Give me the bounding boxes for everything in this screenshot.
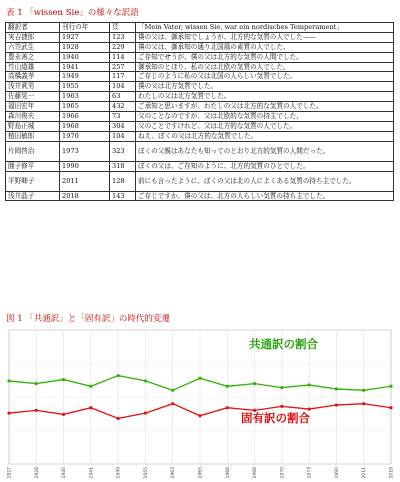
- page-cell: 229: [110, 42, 136, 52]
- figure-title: 図 1 「共通訳」と「固有訳」の時代的変遷: [6, 314, 170, 324]
- translator-cell: 浅井眞男: [6, 82, 60, 92]
- translator-cell: 高橋義孝: [6, 72, 60, 82]
- header-page: 頁: [110, 23, 136, 33]
- table-row: [6, 141, 394, 161]
- series-point: [144, 411, 147, 414]
- year-cell: 1955: [60, 82, 110, 92]
- table-row: [6, 62, 394, 72]
- series-point: [335, 387, 338, 390]
- translator-cell: 圓子修平: [6, 161, 60, 171]
- label-unique: 固有訳の割合: [241, 411, 310, 425]
- series-point: [226, 406, 229, 409]
- series-point: [89, 385, 92, 388]
- x-tick-label: 1955: [143, 467, 149, 478]
- translator-cell: 豊永善之: [6, 52, 60, 62]
- table-row: [6, 171, 394, 191]
- year-cell: 1965: [60, 102, 110, 112]
- series-point: [198, 377, 201, 380]
- table-row: [6, 92, 394, 102]
- year-cell: 1949: [60, 72, 110, 82]
- series-point: [171, 402, 174, 405]
- x-tick-label: 1941: [89, 467, 95, 478]
- x-tick-label: 2018: [389, 467, 395, 478]
- series-point: [144, 379, 147, 382]
- page-cell: 257: [110, 62, 136, 72]
- translator-cell: 野島正城: [6, 121, 60, 131]
- series-point: [362, 402, 365, 405]
- series-point: [7, 379, 10, 382]
- table-row: [6, 72, 394, 82]
- quote-cell: ぼくの父は、ご存知のように、北方的気質のひとでした。: [136, 161, 394, 171]
- quote-cell: ねえ、ぼくの父は北方的な気質でした。: [136, 131, 394, 141]
- year-cell: 2011: [60, 171, 110, 191]
- page-cell: 104: [110, 131, 136, 141]
- chart-svg: [5, 326, 395, 478]
- header-translator: 翻訳者: [6, 23, 60, 33]
- year-cell: 2018: [60, 191, 110, 201]
- series-point: [171, 389, 174, 392]
- page-cell: 63: [110, 92, 136, 102]
- series-point: [308, 383, 311, 386]
- page-cell: 432: [110, 102, 136, 112]
- page-cell: 117: [110, 72, 136, 82]
- page-cell: 114: [110, 52, 136, 62]
- series-point: [35, 382, 38, 385]
- page-cell: 104: [110, 82, 136, 92]
- page-cell: 128: [110, 171, 136, 191]
- page-cell: 73: [110, 112, 136, 122]
- quote-cell: 御承知のとほり、私の父は北欧の気質の人でした。: [136, 62, 394, 72]
- x-tick-label: 1965: [198, 467, 204, 478]
- year-cell: 1966: [60, 112, 110, 122]
- x-tick-label: 1963: [171, 467, 177, 478]
- year-cell: 1970: [60, 131, 110, 141]
- series-point: [280, 405, 283, 408]
- series-point: [280, 386, 283, 389]
- table-row: [6, 82, 394, 92]
- translator-cell: 植田敏郎: [6, 131, 60, 141]
- table-header-row: [6, 23, 394, 33]
- x-tick-label: 1949: [116, 467, 122, 478]
- x-tick-label: 1973: [307, 467, 313, 478]
- quote-cell: ご存じですか、僕の父は、北方の人らしい気質の持ち主でした。: [136, 191, 394, 201]
- year-cell: 1928: [60, 42, 110, 52]
- page-cell: 123: [110, 32, 136, 42]
- series-point: [89, 406, 92, 409]
- translator-cell: 浅井晶子: [6, 191, 60, 201]
- x-tick-label: 1966: [225, 467, 231, 478]
- header-quote: 「Mein Vater, wissen Sie, war ein nordisches Temperament」: [136, 23, 394, 33]
- x-tick-label: 1990: [334, 467, 340, 478]
- translations-table: [5, 22, 394, 201]
- year-cell: 1927: [60, 32, 110, 42]
- translator-cell: 実吉捷郎: [6, 32, 60, 42]
- x-tick-label: 1928: [34, 467, 40, 478]
- table-title: 表 1 「wissen Sie」の様々な訳語: [6, 8, 139, 18]
- quote-cell: 父のことなのですが、父は北欧的な気質の持主でした、: [136, 112, 394, 122]
- series-point: [389, 385, 392, 388]
- series-point: [362, 389, 365, 392]
- series-point: [253, 382, 256, 385]
- x-tick-label: 1940: [62, 467, 68, 478]
- translator-cell: 平野卿子: [6, 171, 60, 191]
- translator-cell: 福田宏年: [6, 102, 60, 112]
- series-point: [7, 411, 10, 414]
- series-point: [335, 403, 338, 406]
- page-cell: 143: [110, 191, 136, 201]
- table-row: [6, 131, 394, 141]
- quote-cell: 前にも言ったように、ぼくの父は北の人によくある気質の持ち主でした。: [136, 171, 394, 191]
- x-tick-label: 1968: [253, 467, 259, 478]
- quote-cell: 僕の父は、御承知の通り北国風の素質の人でした、: [136, 42, 394, 52]
- quote-cell: ご存知でせうが、僕の父は北方的な気質の人間でした。: [136, 52, 394, 62]
- quote-cell: ご承知と思いますが、わたしの父は北方的な気質の人でした。: [136, 102, 394, 112]
- translator-cell: 森川俊夫: [6, 112, 60, 122]
- table-row: [6, 121, 394, 131]
- table-row: [6, 32, 394, 42]
- quote-cell: ぼくの父親はあなたも知ってのとおり北方的気質の人間だった。: [136, 141, 394, 161]
- year-cell: 1973: [60, 141, 110, 161]
- table-row: [6, 112, 394, 122]
- table-row: [6, 52, 394, 62]
- year-cell: 1940: [60, 52, 110, 62]
- quote-cell: わたしの父は北方気質でした。: [136, 92, 394, 102]
- translator-cell: 片岡啓治: [6, 141, 60, 161]
- year-cell: 1963: [60, 92, 110, 102]
- page-cell: 304: [110, 121, 136, 131]
- series-point: [62, 378, 65, 381]
- series-point: [117, 374, 120, 377]
- translator-cell: 佐藤晃一: [6, 92, 60, 102]
- label-common: 共通訳の割合: [249, 337, 318, 351]
- translator-cell: 竹山道雄: [6, 62, 60, 72]
- year-cell: 1941: [60, 62, 110, 72]
- header-year: 刊行の年: [60, 23, 110, 33]
- x-tick-label: 2011: [362, 467, 368, 478]
- table-row: [6, 42, 394, 52]
- series-point: [226, 385, 229, 388]
- x-tick-label: 1927: [7, 467, 13, 478]
- series-point: [35, 409, 38, 412]
- year-cell: 1968: [60, 121, 110, 131]
- series-point: [389, 406, 392, 409]
- series-point: [62, 413, 65, 416]
- series-point: [198, 414, 201, 417]
- quote-cell: 僕の父は北方気質でした。: [136, 82, 394, 92]
- page-cell: 323: [110, 141, 136, 161]
- page-cell: 318: [110, 161, 136, 171]
- year-cell: 1990: [60, 161, 110, 171]
- quote-cell: 僕の父は、御承知でしょうが、北方的な気質の人でした——: [136, 32, 394, 42]
- table-row: [6, 161, 394, 171]
- quote-cell: ご存じのように私の父は北国の人らしい気質でした。: [136, 72, 394, 82]
- table-row: [6, 191, 394, 201]
- series-point: [117, 417, 120, 420]
- x-tick-label: 1970: [280, 467, 286, 478]
- translation-trend-chart: [5, 326, 395, 478]
- quote-cell: 父のことですけれど、父は北方的な気質の人でした。: [136, 121, 394, 131]
- translator-cell: 六笠武生: [6, 42, 60, 52]
- table-row: [6, 102, 394, 112]
